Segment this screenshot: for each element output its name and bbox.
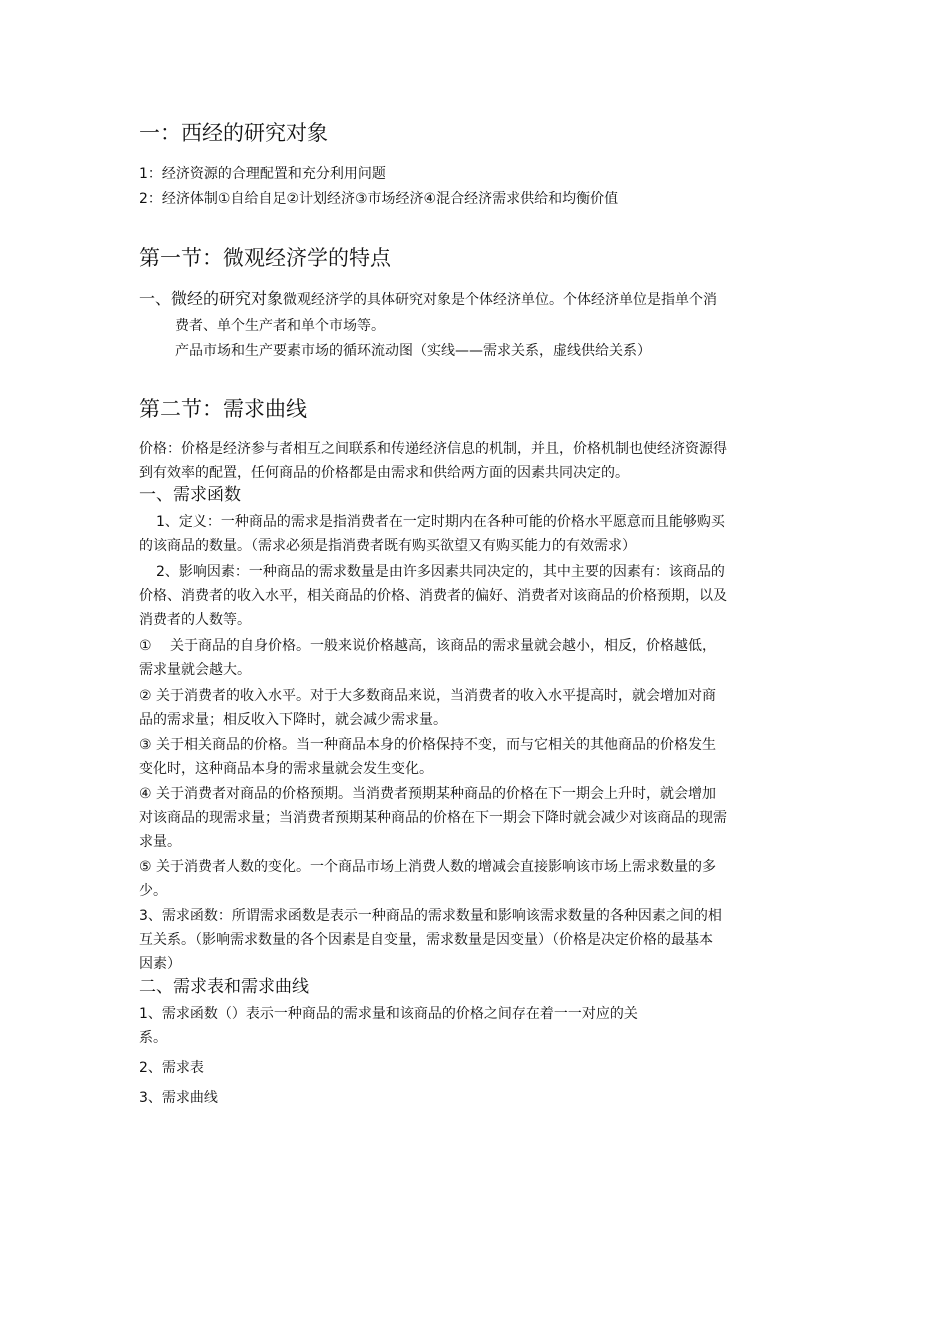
paragraph: 2：经济体制①自给自足②计划经济③市场经济④混合经济需求供给和均衡价值 [139, 191, 619, 207]
paragraph-line: 2、影响因素：一种商品的需求数量是由许多因素共同决定的，其中主要的因素有：该商品的 [156, 564, 725, 580]
paragraph-line: 互关系。（影响需求数量的各个因素是自变量，需求数量是因变量）（价格是决定价格的最基本 [139, 932, 713, 948]
paragraph-line: 系。 [139, 1030, 167, 1046]
paragraph-line: 1、需求函数（）表示一种商品的需求量和该商品的价格之间存在着一一对应的关 [139, 1006, 638, 1022]
section-title-demand-curve: 第二节：需求曲线 [139, 397, 307, 421]
numbered-item [139, 287, 717, 312]
item-note: 产品市场和生产要素市场的循环流动图（实线——需求关系，虚线供给关系） [175, 343, 651, 359]
item-continuation: 费者、单个生产者和单个市场等。 [175, 318, 385, 334]
list-item-factor-1: ① 关于商品的自身价格。一般来说价格越高，该商品的需求量就会越小，相反，价格越低， [139, 638, 716, 654]
section-title-research-object: 一：西经的研究对象 [139, 121, 328, 145]
list-item-factor-2: ② 关于消费者的收入水平。对于大多数商品来说，当消费者的收入水平提高时，就会增加对商 [139, 688, 716, 704]
list-item-continuation: 少。 [139, 883, 167, 899]
item-text: 微观经济学的具体研究对象是个体经济单位。个体经济单位是指单个消 [283, 292, 718, 308]
paragraph-line: 价格：价格是经济参与者相互之间联系和传递经济信息的机制，并且，价格机制也使经济资源得 [139, 441, 727, 457]
paragraph-line: 因素） [139, 956, 181, 972]
list-item-factor-3: ③ 关于相关商品的价格。当一种商品本身的价格保持不变，而与它相关的其他商品的价格发生 [139, 737, 716, 753]
subsection-title-demand-table-curve: 二、需求表和需求曲线 [139, 977, 309, 997]
list-item-continuation: 求量。 [139, 834, 181, 850]
list-item-continuation: 需求量就会越大。 [139, 662, 251, 678]
paragraph-line: 的该商品的数量。（需求必须是指消费者既有购买欲望又有购买能力的有效需求） [139, 538, 636, 554]
paragraph: 1：经济资源的合理配置和充分利用问题 [139, 166, 386, 182]
list-item-continuation: 变化时，这种商品本身的需求量就会发生变化。 [139, 761, 433, 777]
paragraph-line: 消费者的人数等。 [139, 612, 251, 628]
list-item-demand-curve: 3、需求曲线 [139, 1090, 218, 1106]
paragraph-line: 1、定义：一种商品的需求是指消费者在一定时期内在各种可能的价格水平愿意而且能够购买 [156, 514, 725, 530]
paragraph-line: 价格、消费者的收入水平，相关商品的价格、消费者的偏好、消费者对该商品的价格预期，以及 [139, 588, 727, 604]
subsection-title-demand-function: 一、需求函数 [139, 485, 241, 505]
paragraph-line: 到有效率的配置，任何商品的价格都是由需求和供给两方面的因素共同决定的。 [139, 465, 629, 481]
list-item-factor-5: ⑤ 关于消费者人数的变化。一个商品市场上消费人数的增减会直接影响该市场上需求数量的多 [139, 859, 716, 875]
list-item-factor-4: ④ 关于消费者对商品的价格预期。当消费者预期某种商品的价格在下一期会上升时，就会增加 [139, 786, 716, 802]
section-title-microeconomics-features: 第一节：微观经济学的特点 [139, 246, 391, 270]
list-item-continuation: 品的需求量；相反收入下降时，就会减少需求量。 [139, 712, 447, 728]
list-item-continuation: 对该商品的现需求量；当消费者预期某种商品的价格在下一期会下降时就会减少对该商品的现需 [139, 810, 727, 826]
list-item-demand-table: 2、需求表 [139, 1060, 204, 1076]
paragraph-line: 3、需求函数：所谓需求函数是表示一种商品的需求数量和影响该需求数量的各种因素之间的相 [139, 908, 722, 924]
item-lead: 一、微经的研究对象 [139, 289, 284, 308]
